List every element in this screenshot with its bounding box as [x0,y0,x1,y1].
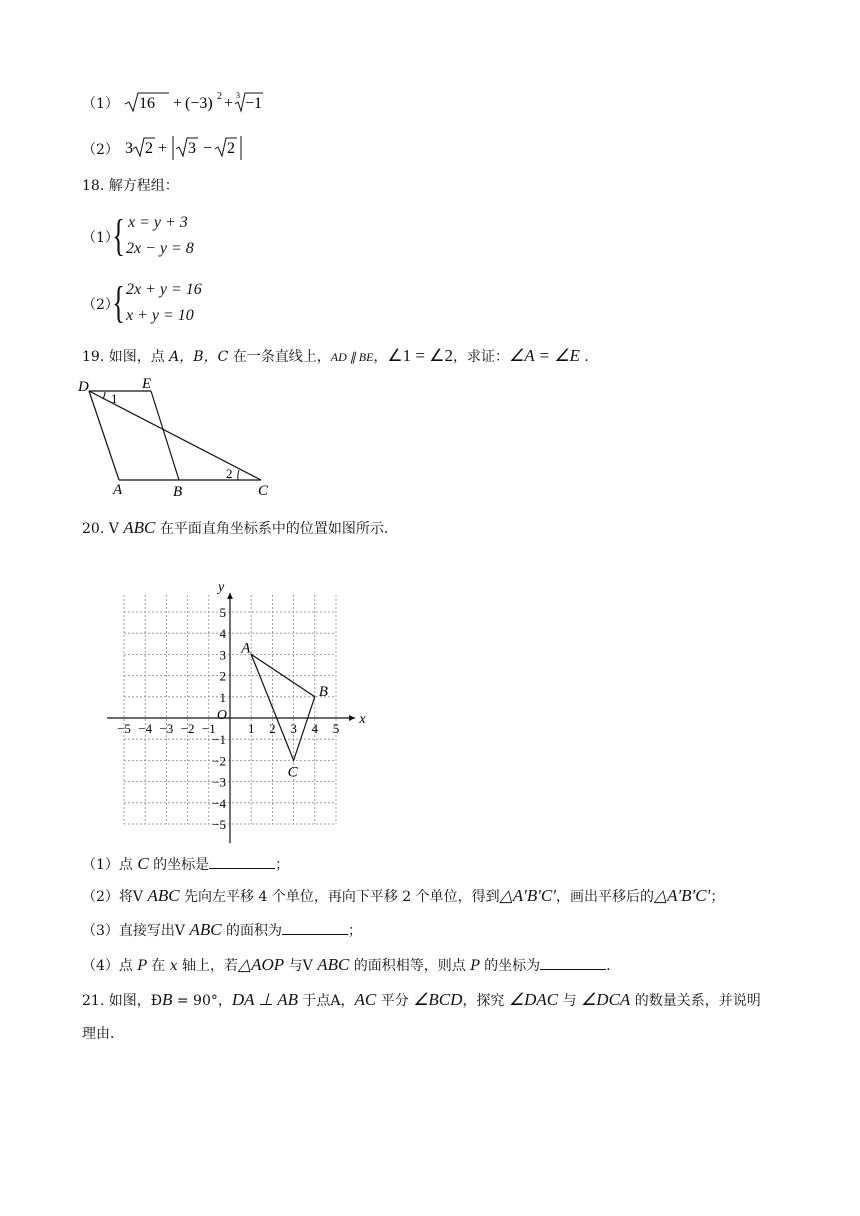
q20-s4-f: △AOP [238,955,285,974]
q20-title-abc: ABC [123,518,156,537]
q21-line1 [82,990,761,1011]
q17-part1 [82,92,263,116]
q20-s4-h: ABC [317,955,350,974]
q19-comma: ， [373,349,388,365]
q20-sub3 [82,920,362,941]
q17-part2 [82,136,253,164]
q20-s1-b: C [137,854,149,873]
x-tick-label: 5 [332,721,340,736]
q20-s4-l: . [606,958,611,974]
q19-text-c: ，求证： [452,349,509,365]
y-axis-arrow [227,593,233,599]
q20-sub1 [82,854,289,875]
q19-label-angle1: 1 [111,391,118,406]
q20-title-c: 在平面直角坐标系中的位置如图所示. [155,521,389,537]
q20-axes [107,580,366,843]
x-tick-label: 1 [247,721,255,736]
q19-points: A，B，C [169,349,229,365]
q18-system2-eq2: x + y = 10 [126,307,194,324]
x-tick-label: −4 [138,721,153,736]
q21-i: ，探究 [462,993,509,1009]
q18-system1-eq1: x = y + 3 [128,214,188,231]
q17-p2-minus: − [203,140,213,157]
q21-h: ∠BCD [413,990,463,1009]
triangle-abc [251,654,315,760]
q17-p1-exp: 2 [217,91,223,102]
q21-m: 的数量关系，并说明 [630,993,761,1009]
q20-title-a: 20. V [82,521,124,537]
q19-angles: ∠1 = ∠2 [387,346,453,365]
q20-s1-a: （1）点 [82,857,138,873]
x-tick-label: 4 [311,721,319,736]
q20-s4-b: P [137,958,147,974]
x-tick-label: 2 [269,721,276,736]
q17-part2-expression [123,134,253,162]
q19-label-b: B [173,484,183,498]
q20-s2-a: （2）将V [82,889,148,905]
q17-part2-label: （2） [82,142,119,158]
q20-s4-k: 的坐标为 [479,958,541,974]
x-axis-label: x [359,712,366,727]
q17-p1-paren: (−3) [185,95,214,112]
q20-s3-d: ； [348,923,363,939]
q21-c: = 90°， [172,993,232,1009]
q17-p2-rad3: 2 [227,140,236,157]
q20-s2-d: △A′B′C′ [499,886,556,905]
q20-sub2 [82,886,724,907]
q20-s2-e: ，画出平移后的 [556,889,654,905]
q17-part1-expression [123,90,263,114]
x-tick-label: −1 [201,721,216,736]
y-tick-label: 3 [219,647,226,663]
x-tick-label: −2 [180,721,195,736]
q17-p1-rad2: −1 [245,95,263,112]
q19-figure [75,378,275,498]
y-axis-label: y [218,579,225,595]
q21-g: 平分 [376,993,414,1009]
q17-p1-rad1: 16 [139,95,156,112]
q17-p1-plus2: + [224,95,234,112]
q17-part1-label: （1） [82,96,119,112]
q21-line2: 理由. [82,1026,115,1042]
y-tick-label: −1 [212,732,226,748]
q20-s4-d: x [169,958,178,974]
q21-f: AC [354,990,377,1009]
vertex-label-b: B [318,683,328,700]
q19-statement [82,346,589,367]
q20-s3-blank[interactable] [282,920,348,935]
q20-s3-b: ABC [189,920,222,939]
q20-s1-d: ； [275,857,290,873]
q19-text-b: 在一条直线上， [228,349,331,365]
q17-p1-cube-index: 3 [236,91,241,100]
q20-s3-c: 的面积为 [221,923,283,939]
q19-parallel: AD ∥ BE [330,350,374,364]
q18-system1-brace: { [112,211,125,260]
q17-p2-rad1: 2 [145,140,154,157]
y-tick-label: −3 [212,774,226,790]
q19-label-a: A [113,482,123,498]
q19-text-a: 19. 如图，点 [82,349,170,365]
q18-system2-eq1: 2x + y = 16 [126,281,202,298]
q18-title: 18. 解方程组： [82,178,179,194]
q21-d: DA ⊥ AB [231,990,298,1009]
q20-s4-a: （4）点 [82,958,138,974]
q20-s1-c: 的坐标是 [148,857,210,873]
q20-s2-f: △A′B′C′ [654,886,711,905]
q20-title [82,518,388,539]
q18-system1-eq2: 2x − y = 8 [126,240,194,257]
q17-p2-coef: 3 [125,140,134,157]
y-tick-label: 4 [219,626,226,642]
q20-s2-g: ； [710,889,725,905]
x-axis-arrow [349,715,355,721]
q21-b: B [162,990,173,1009]
q21-j: ∠DAC [508,990,559,1009]
q18-system1-label: （1） [82,230,119,246]
vertex-label-a: A [241,640,251,657]
q19-label-c: C [258,483,269,498]
y-tick-label: −2 [212,753,226,769]
y-tick-label: 2 [219,668,226,684]
q19-label-e: E [142,378,152,392]
q17-p2-rad2: 3 [188,140,197,157]
q20-s4-j: P [470,958,480,974]
q19-label-d: D [78,379,89,395]
vertex-label-c: C [287,764,298,781]
x-tick-label: 3 [290,721,297,736]
q21-e: 于点A， [297,993,355,1009]
q18-system2-brace: { [112,278,125,327]
q21-a: 21. 如图，Ð [82,993,163,1009]
x-tick-label: −5 [117,721,131,736]
y-tick-label: 5 [219,605,226,620]
q17-p2-plus: + [158,140,168,157]
y-tick-label: −5 [212,817,226,832]
y-tick-label: −4 [212,795,226,811]
q21-l: ∠DCA [581,990,631,1009]
q20-s4-g: 与V [284,958,318,974]
q17-p1-plus1: + [173,95,183,112]
y-tick-label: 1 [219,689,226,705]
q20-s4-i: 的面积相等，则点 [349,958,471,974]
origin-label: O [216,708,227,723]
q20-s1-blank[interactable] [209,854,275,869]
q20-s4-c: 在 [146,958,170,974]
q20-s2-c: 先向左平移 4 个单位，再向下平移 2 个单位，得到 [179,889,500,905]
q20-s2-b: ABC [147,886,180,905]
q18-system2-label: （2） [82,297,119,313]
q20-sub4 [82,955,611,976]
q20-s4-e: 轴上，若 [177,958,239,974]
q19-end: . [579,349,589,365]
q19-prove: ∠A = ∠E [508,346,580,365]
q20-s3-a: （3）直接写出V [82,923,190,939]
q21-k: 与 [558,993,582,1009]
x-tick-label: −3 [159,721,174,736]
q20-coordinate-figure [70,570,370,850]
q19-label-angle2: 2 [226,466,233,481]
q20-s4-blank[interactable] [540,955,606,970]
